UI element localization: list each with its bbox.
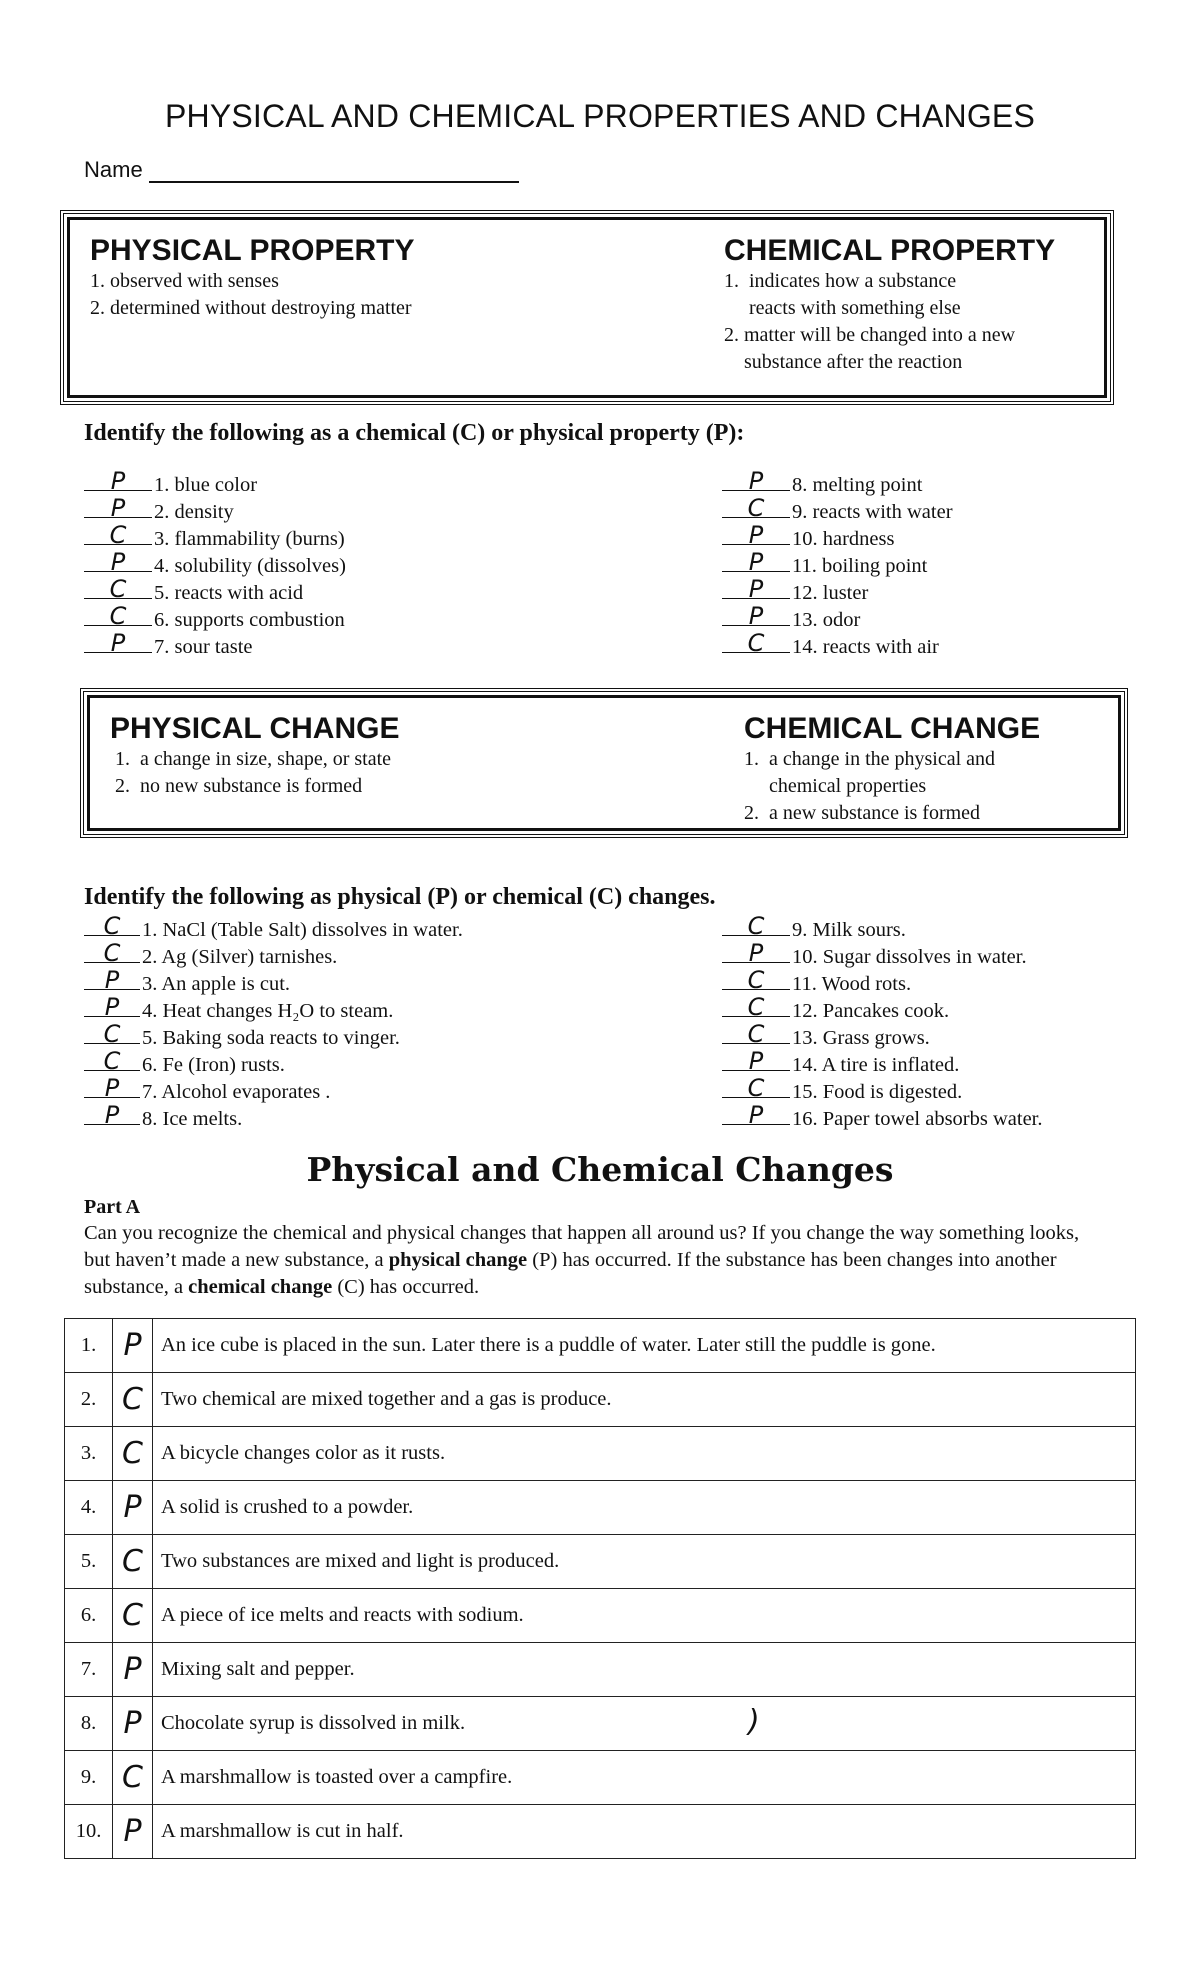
table-row [65, 1805, 1136, 1859]
question-item [722, 576, 953, 603]
answer-blank[interactable] [722, 521, 790, 549]
answer-blank[interactable] [722, 993, 790, 1021]
chemical-change-lines [744, 746, 1040, 827]
physical-change-lines [110, 746, 399, 800]
physical-change-heading: PHYSICAL CHANGE [110, 712, 400, 745]
question-text: 11. Wood rots. [792, 973, 912, 995]
question-item [722, 630, 953, 657]
question-item [722, 1102, 1043, 1129]
table-row [65, 1751, 1136, 1805]
question-text: 15. Food is digested. [792, 1081, 963, 1103]
question-text: 11. boiling point [792, 555, 928, 577]
answer-blank[interactable] [722, 467, 790, 495]
name-label: Name [84, 157, 143, 182]
handwritten-answer: P [748, 548, 764, 576]
question-item [722, 522, 953, 549]
changes-instructions: Identify the following as physical (P) or chemical (C) changes. [84, 884, 716, 910]
handwritten-answer: P [104, 966, 120, 994]
question-text: 2. density [154, 501, 234, 523]
question-item [722, 495, 953, 522]
answer-cell[interactable]: P [113, 1805, 153, 1859]
row-number: 5. [65, 1535, 113, 1589]
answer-blank[interactable] [84, 548, 152, 576]
chemical-change-column [744, 712, 1040, 827]
question-text: 1. blue color [154, 474, 258, 496]
question-item [84, 576, 346, 603]
definition-line: 1. a change in size, shape, or state [110, 748, 392, 770]
table-row [65, 1535, 1136, 1589]
question-text: 4. solubility (dissolves) [154, 555, 346, 577]
question-text: 10. hardness [792, 528, 895, 550]
definition-line: chemical properties [744, 775, 927, 797]
answer-blank[interactable] [722, 494, 790, 522]
question-text: 7. sour taste [154, 636, 253, 658]
question-item [84, 549, 346, 576]
row-description: Mixing salt and pepper. [153, 1643, 1136, 1697]
handwritten-answer: P [104, 1074, 120, 1102]
chemical-property-column [724, 234, 1055, 376]
question-item [722, 549, 953, 576]
handwritten-answer: C [747, 494, 765, 522]
row-description: A marshmallow is toasted over a campfire. [153, 1751, 1136, 1805]
row-number: 2. [65, 1373, 113, 1427]
table-row [65, 1697, 1136, 1751]
part-a-intro [84, 1220, 1094, 1301]
question-item [722, 1075, 1043, 1102]
table-row [65, 1643, 1136, 1697]
table-row [65, 1319, 1136, 1373]
table-row [65, 1373, 1136, 1427]
answer-blank[interactable] [722, 548, 790, 576]
answer-blank[interactable] [722, 966, 790, 994]
property-definitions-box [60, 210, 1114, 405]
question-text: 2. Ag (Silver) tarnishes. [142, 946, 338, 968]
handwritten-answer: P [748, 1047, 764, 1075]
chemical-property-lines [724, 268, 1055, 376]
intro-text-2: (P) has occurred. If the substance has been changes into another substance, a [84, 1249, 1057, 1298]
physical-property-heading: PHYSICAL PROPERTY [90, 234, 415, 267]
table-row [65, 1481, 1136, 1535]
properties-list-right [722, 468, 953, 657]
answer-cell[interactable]: P [113, 1319, 153, 1373]
handwritten-answer: P [748, 1101, 764, 1129]
answer-blank[interactable] [722, 1074, 790, 1102]
question-item [722, 913, 1043, 940]
changes-list-left [84, 913, 463, 1129]
question-item [84, 468, 346, 495]
handwritten-answer: C [103, 1020, 121, 1048]
question-item [84, 1075, 463, 1102]
question-text: 6. supports combustion [154, 609, 345, 631]
row-number: 8. [65, 1697, 113, 1751]
question-item [84, 630, 346, 657]
handwritten-answer: C [103, 912, 121, 940]
answer-cell[interactable]: C [113, 1535, 153, 1589]
question-text: 10. Sugar dissolves in water. [792, 946, 1027, 968]
properties-list-left [84, 468, 346, 657]
answer-blank[interactable] [84, 912, 140, 940]
question-item [84, 1021, 463, 1048]
name-row [84, 157, 519, 183]
row-number: 4. [65, 1481, 113, 1535]
question-item [722, 940, 1043, 967]
answer-blank[interactable] [84, 1101, 140, 1129]
question-item [722, 994, 1043, 1021]
stray-pen-mark: ) [748, 1704, 760, 1739]
question-text: 3. flammability (burns) [154, 528, 345, 550]
question-text: 12. luster [792, 582, 869, 604]
question-item [84, 967, 463, 994]
question-text: 13. odor [792, 609, 861, 631]
handwritten-answer: C [747, 1020, 765, 1048]
question-text: 14. reacts with air [792, 636, 939, 658]
answer-cell[interactable]: C [113, 1589, 153, 1643]
answer-blank[interactable] [722, 575, 790, 603]
handwritten-answer: P [110, 494, 126, 522]
answer-blank[interactable] [84, 1047, 140, 1075]
handwritten-answer: P [748, 939, 764, 967]
chemical-property-heading: CHEMICAL PROPERTY [724, 234, 1056, 267]
answer-cell[interactable]: P [113, 1481, 153, 1535]
handwritten-answer: C [109, 575, 127, 603]
answer-cell[interactable]: C [113, 1751, 153, 1805]
definition-line: 1. observed with senses [90, 270, 279, 292]
handwritten-answer: P [748, 467, 764, 495]
intro-bold-physical: physical change [388, 1249, 528, 1271]
physical-property-lines [90, 268, 415, 322]
answer-blank[interactable] [84, 494, 152, 522]
row-number: 9. [65, 1751, 113, 1805]
question-text: 1. NaCl (Table Salt) dissolves in water. [142, 919, 463, 941]
handwritten-answer: C [747, 629, 765, 657]
question-text: 12. Pancakes cook. [792, 1000, 950, 1022]
physical-change-column [110, 712, 399, 800]
handwritten-answer: P [110, 629, 126, 657]
intro-text-3: (C) has occurred. [332, 1276, 480, 1298]
answer-blank[interactable] [722, 939, 790, 967]
part-a-table [64, 1318, 1136, 1859]
worksheet-title: PHYSICAL AND CHEMICAL PROPERTIES AND CHANGES [164, 98, 1036, 134]
row-number: 6. [65, 1589, 113, 1643]
handwritten-answer: P [104, 1101, 120, 1129]
table-row [65, 1589, 1136, 1643]
question-item [722, 967, 1043, 994]
definition-line: 2. a new substance is formed [744, 802, 981, 824]
handwritten-answer: C [747, 993, 765, 1021]
question-item [84, 603, 346, 630]
definition-line: 2. matter will be changed into a new [724, 324, 1016, 346]
row-description: A piece of ice melts and reacts with sodium. [153, 1589, 1136, 1643]
answer-blank[interactable] [722, 1020, 790, 1048]
part-a-title: Physical and Chemical Changes [306, 1150, 894, 1189]
row-description: Two substances are mixed and light is produced. [153, 1535, 1136, 1589]
chemical-change-heading: CHEMICAL CHANGE [744, 712, 1041, 745]
handwritten-answer: C [103, 939, 121, 967]
intro-text-1: Can you recognize the chemical and physical changes that happen all around us? If you change the way something looks, but haven’t made a new substance, a [84, 1222, 1080, 1271]
answer-blank[interactable] [722, 1101, 790, 1129]
question-item [84, 1102, 463, 1129]
question-text: 14. A tire is inflated. [792, 1054, 960, 1076]
question-item [722, 603, 953, 630]
question-item [84, 994, 463, 1021]
properties-instructions: Identify the following as a chemical (C) or physical property (P): [84, 420, 745, 446]
physical-property-column [90, 234, 415, 322]
row-description: Chocolate syrup is dissolved in milk. [153, 1697, 1136, 1751]
row-number: 1. [65, 1319, 113, 1373]
row-number: 7. [65, 1643, 113, 1697]
answer-blank[interactable] [84, 939, 140, 967]
answer-blank[interactable] [722, 912, 790, 940]
answer-blank[interactable] [84, 575, 152, 603]
handwritten-answer: P [110, 548, 126, 576]
handwritten-answer: C [103, 1047, 121, 1075]
definition-line: reacts with something else [724, 297, 961, 319]
answer-blank[interactable] [84, 993, 140, 1021]
answer-cell[interactable]: C [113, 1373, 153, 1427]
table-row [65, 1427, 1136, 1481]
row-description: Two chemical are mixed together and a gas is produce. [153, 1373, 1136, 1427]
handwritten-answer: P [748, 575, 764, 603]
question-text: 5. Baking soda reacts to vinger. [142, 1027, 400, 1049]
question-text: 3. An apple is cut. [142, 973, 291, 995]
handwritten-answer: C [109, 602, 127, 630]
question-text: 9. Milk sours. [792, 919, 906, 941]
definition-line: 1. indicates how a substance [724, 270, 957, 292]
question-text: 8. melting point [792, 474, 923, 496]
handwritten-answer: C [109, 521, 127, 549]
question-text: 6. Fe (Iron) rusts. [142, 1054, 285, 1076]
answer-blank[interactable] [84, 1020, 140, 1048]
answer-blank[interactable] [84, 1074, 140, 1102]
row-description: An ice cube is placed in the sun. Later there is a puddle of water. Later still the puddle is gone. [153, 1319, 1136, 1373]
question-text: 13. Grass grows. [792, 1027, 930, 1049]
handwritten-answer: P [104, 993, 120, 1021]
row-description: A bicycle changes color as it rusts. [153, 1427, 1136, 1481]
question-text: 9. reacts with water [792, 501, 953, 523]
question-item [722, 1021, 1043, 1048]
handwritten-answer: P [748, 521, 764, 549]
handwritten-answer: P [110, 467, 126, 495]
answer-cell[interactable]: C [113, 1427, 153, 1481]
question-item [84, 522, 346, 549]
answer-blank[interactable] [84, 467, 152, 495]
definition-line: 2. no new substance is formed [110, 775, 363, 797]
row-description: A marshmallow is cut in half. [153, 1805, 1136, 1859]
changes-list-right [722, 913, 1043, 1129]
answer-blank[interactable] [722, 629, 790, 657]
handwritten-answer: C [747, 966, 765, 994]
answer-blank[interactable] [84, 629, 152, 657]
question-text: 7. Alcohol evaporates . [142, 1081, 331, 1103]
name-field[interactable] [149, 159, 519, 183]
handwritten-answer: C [747, 912, 765, 940]
question-item [84, 495, 346, 522]
definition-line: substance after the reaction [724, 351, 963, 373]
question-text: 8. Ice melts. [142, 1108, 243, 1130]
question-item [84, 1048, 463, 1075]
handwritten-answer: P [748, 602, 764, 630]
answer-blank[interactable] [84, 521, 152, 549]
handwritten-answer: C [747, 1074, 765, 1102]
row-number: 10. [65, 1805, 113, 1859]
answer-blank[interactable] [84, 602, 152, 630]
answer-cell[interactable]: P [113, 1697, 153, 1751]
question-item [84, 940, 463, 967]
answer-blank[interactable] [722, 1047, 790, 1075]
question-text: 4. Heat changes H₂O to steam. [142, 1000, 394, 1022]
change-definitions-box [80, 688, 1128, 838]
question-text: 5. reacts with acid [154, 582, 304, 604]
question-item [722, 1048, 1043, 1075]
answer-blank[interactable] [722, 602, 790, 630]
question-item [722, 468, 953, 495]
question-item [84, 913, 463, 940]
row-number: 3. [65, 1427, 113, 1481]
question-text: 16. Paper towel absorbs water. [792, 1108, 1043, 1130]
intro-bold-chemical: chemical change [188, 1276, 333, 1298]
answer-cell[interactable]: P [113, 1643, 153, 1697]
definition-line: 2. determined without destroying matter [90, 297, 412, 319]
definition-line: 1. a change in the physical and [744, 748, 996, 770]
part-a-label: Part A [84, 1196, 141, 1218]
row-description: A solid is crushed to a powder. [153, 1481, 1136, 1535]
answer-blank[interactable] [84, 966, 140, 994]
